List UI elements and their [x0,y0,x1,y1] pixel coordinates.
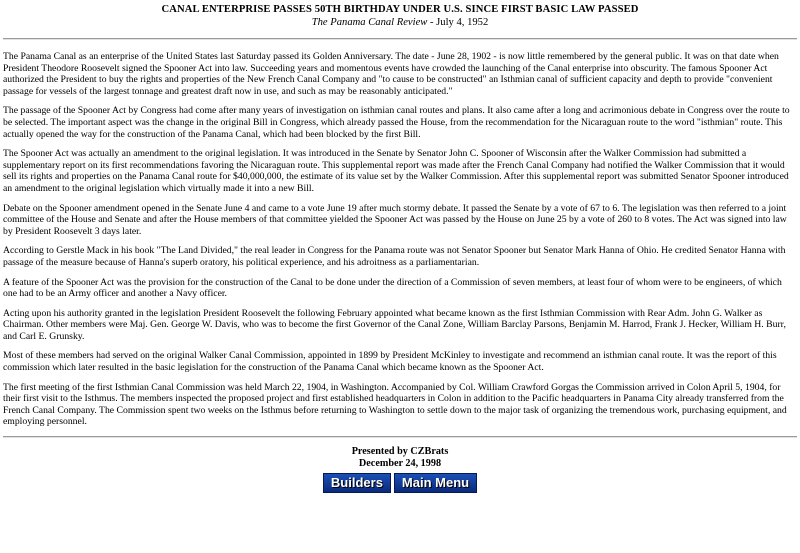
bottom-divider [3,436,797,438]
presented-by: Presented by CZBrats [351,446,449,458]
publication-name: The Panama Canal Review [311,17,428,28]
main-menu-button[interactable]: Main Menu [394,473,477,493]
article-source [3,16,797,29]
article-heading [3,3,797,29]
builders-button[interactable]: Builders [323,473,391,493]
publication-date: - July 4, 1952 [427,17,489,28]
article-paragraph: Most of these members had served on the original Walker Canal Commission, appointed in 1899 by President McKinley to investigate and recommend an isthmian canal route. It was the report of this commission which later resulted in the basic legislation for the construction of the Panama Canal which became known as the Spooner Act. [3,350,777,374]
footer-date: December 24, 1998 [358,458,442,470]
article-paragraph: The Spooner Act was actually an amendment to the original legislation. It was introduced in the Senate by Senator John C. Spooner of Wisconsin after the Walker Commission had submitted a supplementary report on its first recommendations favoring the Nicaraguan route. This supplemental report was made after the French Canal Company had notified the Walker Commission that it would sell its rights and properties on the Panama Canal route for $40,000,000, the estimate of its value set by the Walker Commission. After this supplemental report was submitted Senator Spooner introduced an amendment to the original legislation which virtually made it into a new Bill. [3,148,789,194]
article-paragraph: The first meeting of the first Isthmian Canal Commission was held March 22, 1904, in Washington. Accompanied by Col. William Crawford Gorgas the Commission arrived in Colon April 5, 1904, for their first visit to the Isthmus. The members inspected the proposed project and first established headquarters in Colon in addition to the Pacific headquarters in Panama City already transferred from the French Canal Company. The Commission spent two weeks on the Isthmus before returning to Washington to settle down to the major task of organizing the tremendous work, purchasing equipment, and employing personnel. [3,381,787,428]
top-divider [3,38,797,40]
article-paragraph: Acting upon his authority granted in the legislation President Roosevelt the following February appointed what became known as the first Isthmian Commission with Rear Adm. John G. Walker as Chairman. Other members were Maj. Gen. George W. Davis, who was to become the first Governor of the Canal Zone, William Barclay Parsons, Benjamin M. Harrod, Frank J. Hecker, William H. Burr, and Carl E. Grunsky. [3,307,786,342]
article-paragraph: A feature of the Spooner Act was the provision for the construction of the Canal to be done under the direction of a Commission of seven members, at least four of whom were to be engineers, of which one had to be an Army officer and another a Navy officer. [3,276,782,300]
article-body [3,51,797,428]
article-paragraph: The passage of the Spooner Act by Congress had come after many years of investigation on isthmian canal routes and plans. It also came after a long and acrimonious debate in Congress over the route to be selected. The important aspect was the change in the original Bill in Congress, which already passed the House, from the recommendation for the Nicaraguan route to the word "isthmian" route. This actually opened the way for the construction of the Panama Canal, which had been blocked by the first Bill. [3,105,790,140]
article-title: CANAL ENTERPRISE PASSES 50TH BIRTHDAY UNDER U.S. SINCE FIRST BASIC LAW PASSED [161,4,639,15]
footer [3,446,797,493]
article-paragraph: Debate on the Spooner amendment opened in the Senate June 4 and came to a vote June 19 after much stormy debate. It passed the Senate by a vote of 67 to 6. The legislation was then referred to a joint committee of the House and Senate and after the House members of that committee yielded the Spooner Act was passed by the House on June 25 by a vote of 260 to 8 votes. The Act was signed into law by President Roosevelt 3 days later. [3,202,787,237]
article-paragraph: According to Gerstle Mack in his book "The Land Divided," the real leader in Congress for the Panama route was not Senator Spooner but Senator Mark Hanna of Ohio. He credited Senator Hanna with passage of the measure because of Hanna's superb oratory, his political experience, and his adroitness as a parliamentarian. [3,245,786,268]
article-paragraph: The Panama Canal as an enterprise of the United States last Saturday passed its Golden Anniversary. The date - June 28, 1902 - is now little remembered by the general public. It was on that date when President Theodore Roosevelt signed the Spooner Act into law. Succeeding years and momentous events have crowded the launching of the Canal enterprise into obscurity. The famous Spooner Act authorized the President to buy the rights and properties of the New French Canal Company and "to cause to be constructed" an Isthmian canal of sufficient capacity and depth to provide "convenient passage for vessels of the largest tonnage and greatest draft now in use, and such as may be reasonably anticipated." [3,51,779,97]
footer-nav [3,473,797,493]
